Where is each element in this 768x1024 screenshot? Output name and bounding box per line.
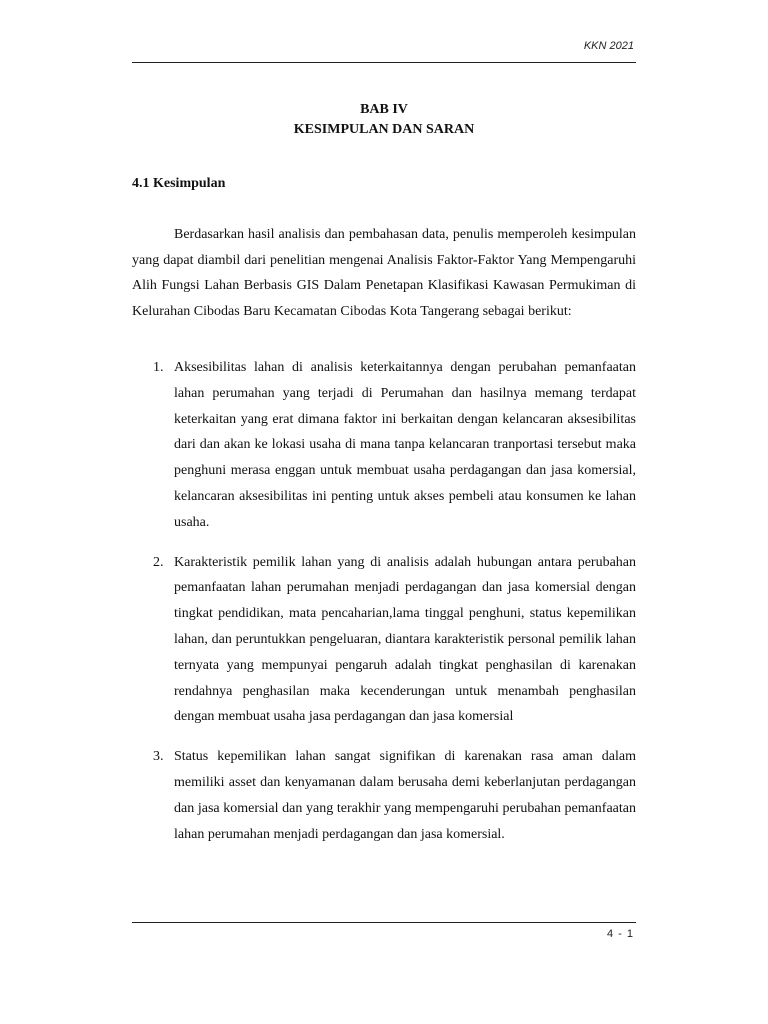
- conclusion-list: [132, 355, 636, 861]
- chapter-title: KESIMPULAN DAN SARAN: [293, 122, 475, 137]
- header-rule: [132, 62, 636, 63]
- list-item-text: Aksesibilitas lahan di analisis keterkaitannya dengan perubahan pemanfaatan lahan perumahan yang terjadi di Perumahan dan hasilnya memang terdapat keterkaitan yang erat dimana faktor ini berkaitan dengan kelancaran aksesibilitas dari dan akan ke lokasi usaha di mana tanpa kelancaran tranportasi tersebut maka penghuni merasa enggan untuk membuat usaha perdagangan dan jasa komersial, kelancaran aksesibilitas ini penting untuk akses pembeli atau konsumen ke lahan usaha.: [174, 360, 636, 530]
- list-item-number: 1.: [153, 360, 164, 375]
- intro-paragraph: Berdasarkan hasil analisis dan pembahasan data, penulis memperoleh kesimpulan yang dapat diambil dari penelitian mengenai Analisis Faktor-Faktor Yang Mempengaruhi Alih Fungsi Lahan Berbasis GIS Dalam Penetapan Klasifikasi Kawasan Permukiman di Kelurahan Cibodas Baru Kecamatan Cibodas Kota Tangerang sebagai berikut:: [132, 227, 636, 319]
- list-item-number: 2.: [153, 554, 164, 570]
- list-item-number: 3.: [153, 749, 164, 765]
- chapter-heading: [132, 100, 636, 140]
- list-item: [132, 550, 636, 731]
- page-number: 4 - 1: [606, 928, 634, 940]
- list-item: [132, 355, 636, 536]
- chapter-number: BAB IV: [360, 102, 408, 117]
- list-item-text: Karakteristik pemilik lahan yang di analisis adalah hubungan antara perubahan pemanfaatan lahan perumahan menjadi perdagangan dan jasa komersial dengan tingkat pendidikan, mata pencaharian,lama tinggal penghuni, status kepemilikan lahan, dan peruntukkan pengeluaran, diantara karakteristik personal pemilik lahan ternyata yang mempunyai pengaruh adalah tingkat penghasilan di karenakan rendahnya penghasilan maka kecenderungan untuk menambah penghasilan dengan membuat usaha jasa perdagangan dan jasa komersial: [174, 554, 636, 725]
- list-item-text: Status kepemilikan lahan sangat signifikan di karenakan rasa aman dalam memiliki asset dan kenyamanan dalam berusaha demi keberlanjutan perdagangan dan jasa komersial dan yang terakhir yang mempengaruhi perubahan pemanfaatan lahan perumahan menjadi perdagangan dan jasa komersial.: [174, 749, 636, 842]
- header-tag: KKN 2021: [583, 40, 634, 52]
- footer-rule: [132, 922, 636, 923]
- section-title: 4.1 Kesimpulan: [132, 176, 226, 191]
- list-item: [132, 744, 636, 847]
